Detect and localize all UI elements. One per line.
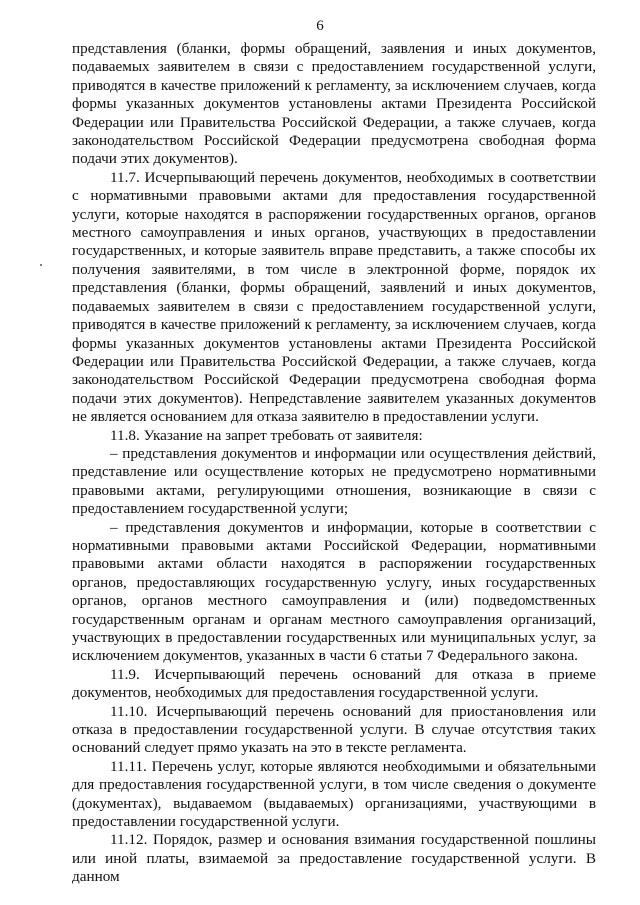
paragraph-11-8: 11.8. Указание на запрет требовать от заявителя: (110, 426, 423, 444)
paragraph-11-11: 11.11. Перечень услуг, которые являются необходимыми и обязательными для предоставления государственной услуги, в том числе сведения о документе (документах), выдаваемом (выдаваемых) организациями, участвующими в предоставлении государственной услуги. (72, 757, 596, 831)
list-item-first: – представления документов и информации или осуществления действий, представление или осуществление которых не предусмотрено нормативными правовыми актами, регулирующими отношения, возникающие в связи с предоставлением государственной услуги; (72, 444, 596, 518)
paragraph-11-7: 11.7. Исчерпывающий перечень документов, необходимых в соответствии с нормативными правовыми актами для предоставления государственной услуги, которые находятся в распоряжении государственных органов, органов местного самоуправления и иных органов, участвующих в предоставлении государственных, и которые заявитель вправе представить, а также способы их получения заявителями, в том числе в электронной форме, порядок их представления (бланки, формы обращений, заявлений и иных документов, подаваемых заявителем в связи с предоставлением государственной услуги, приводятся в качестве приложений к регламенту, за исключением случаев, когда формы указанных документов установлены актами Президента Российской Федерации или Правительства Российской Федерации, а также случаев, когда законодательством Российской Федерации предусмотрена свободная форма подачи этих документов). Непредставление заявителем указанных документов не является основанием для отказа заявителю в предоставлении услуги. (72, 168, 596, 426)
paragraph-11-9: 11.9. Исчерпывающий перечень оснований для отказа в приеме документов, необходимых для предоставления государственной услуги. (72, 665, 596, 702)
margin-mark (40, 264, 42, 266)
paragraph-11-12: 11.12. Порядок, размер и основания взимания государственной пошлины или иной платы, взимаемой за предоставление государственной услуги. В данном (72, 831, 596, 886)
page-number: 6 (316, 18, 324, 34)
document-body (72, 40, 596, 887)
list-item-second: – представления документов и информации, которые в соответствии с нормативными правовыми актами Российской Федерации, нормативными правовыми актами области находятся в распоряжении государственных органов, предоставляющих государственную услугу, иных государственных органов, органов местного самоуправления и (или) подведомственных государственным органам и органам местного самоуправления организаций, участвующих в предоставлении государственных или муниципальных услуг, за исключением документов, указанных в части 6 статьи 7 Федерального закона. (72, 518, 596, 665)
paragraph-11-10: 11.10. Исчерпывающий перечень оснований для приостановления или отказа в предоставлении государственной услуги. В случае отсутствия таких оснований следует прямо указать на это в тексте регламента. (72, 702, 596, 757)
paragraph-continuation: представления (бланки, формы обращений, заявления и иных документов, подаваемых заявителем в связи с предоставлением государственной услуги, приводятся в качестве приложений к регламенту, за исключением случаев, когда формы указанных документов установлены актами Президента Российской Федерации или Правительства Российской Федерации, а также случаев, когда законодательством Российской Федерации предусмотрена свободная форма подачи этих документов). (72, 40, 596, 168)
